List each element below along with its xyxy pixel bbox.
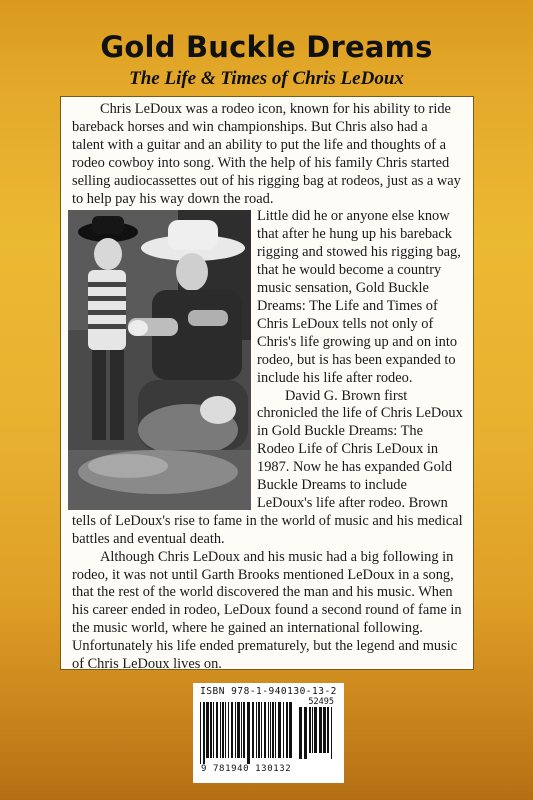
description-text	[72, 101, 463, 674]
description-panel	[60, 96, 474, 673]
paragraph-1-lead: Chris LeDoux was a rodeo icon, known for his ability to ride bareback horses and win championships. But Chris also had a talent with a guitar and an ability to put the life and thoughts of a rodeo cowboy into song. With the help of his family Chris started selling audiocassettes out of his rigging bag at rodeos, just as a way to help pay his way down the road.	[72, 101, 461, 207]
barcode-bar	[286, 702, 288, 758]
barcode-bar	[213, 702, 214, 758]
barcode-bar	[247, 702, 250, 764]
barcode-bar	[216, 702, 218, 758]
barcode-bar	[256, 702, 257, 758]
barcode-bar	[319, 707, 322, 753]
barcode-bar	[314, 707, 317, 753]
barcode-bar	[200, 702, 201, 764]
paragraph-1-continued: Little did he or anyone else know that after he hung up his bareback rigging and stowed his rigging bag, that he would become a country music sensation, Gold Buckle Dreams: The Life and Times of Chris LeDoux tells not only of Chris's life growing up and on into rodeo, but is has been expanded to include his life after rodeo.	[257, 208, 461, 386]
isbn-barcode	[193, 683, 344, 783]
barcode-row	[199, 697, 338, 764]
barcode-bar	[331, 707, 332, 759]
isbn-text: ISBN 978-1-940130-13-2	[200, 686, 337, 697]
barcode-bar	[220, 702, 221, 758]
barcode-bar	[235, 702, 236, 758]
barcode-bar	[312, 707, 313, 753]
barcode-bar	[206, 702, 209, 758]
photo-illustration	[68, 210, 251, 510]
price-barcode-group	[298, 697, 336, 764]
barcode-bar	[225, 702, 226, 758]
barcode-bar	[268, 702, 269, 758]
barcode-bar	[299, 707, 302, 759]
barcode-bar	[275, 702, 276, 758]
barcode-bar	[258, 702, 260, 758]
paragraph-2: David G. Brown first chronicled the life of Chris LeDoux in Gold Buckle Dreams: The Rodeo Life of Chris LeDoux in 1987. Now he has expanded Gold Buckle Dreams to include LeDoux's life after rodeo. Brown tells of LeDoux's rise to fame in the world of music and his medical battles and eventual death.	[72, 387, 463, 547]
barcode-bar	[264, 702, 266, 758]
barcode-bar	[278, 702, 281, 758]
barcode-bar	[270, 702, 271, 758]
barcode-bar	[309, 707, 311, 753]
barcode-bar	[243, 702, 245, 758]
barcode-bar	[261, 702, 262, 758]
barcode-bar	[222, 702, 224, 758]
cowboy-photo	[68, 210, 251, 510]
barcode-bar	[289, 702, 292, 758]
book-title: Gold Buckle Dreams	[100, 30, 433, 64]
barcode-bar	[304, 707, 307, 759]
paragraph-1	[72, 101, 463, 208]
barcode-bar	[203, 702, 205, 764]
barcode-bar	[252, 702, 254, 758]
barcode-bar	[241, 702, 242, 758]
ean-barcode	[199, 702, 295, 764]
barcode-bar	[231, 702, 233, 758]
barcode-bar	[210, 702, 212, 758]
price-barcode	[298, 707, 336, 759]
barcode-bar	[327, 707, 329, 753]
barcode-bar	[237, 702, 240, 758]
price-code: 52495	[308, 697, 334, 707]
ean-digits: 9 781940 130132	[201, 764, 292, 774]
barcode-bar	[323, 707, 326, 753]
book-subtitle: The Life & Times of Chris LeDoux	[129, 68, 404, 89]
paragraph-3: Although Chris LeDoux and his music had a big following in rodeo, it was not until Garth Brooks mentioned LeDoux in a song, that the rest of the world discovered the man and his music. When his career ended in rodeo, LeDoux found a second round of fame in the music world, where he gained an international following. Unfortunately his life ended prematurely, but the legend and music of Chris LeDoux lives on.	[72, 548, 462, 673]
barcode-bar	[272, 702, 274, 758]
barcode-bar	[228, 702, 229, 758]
barcode-bar	[283, 702, 284, 758]
